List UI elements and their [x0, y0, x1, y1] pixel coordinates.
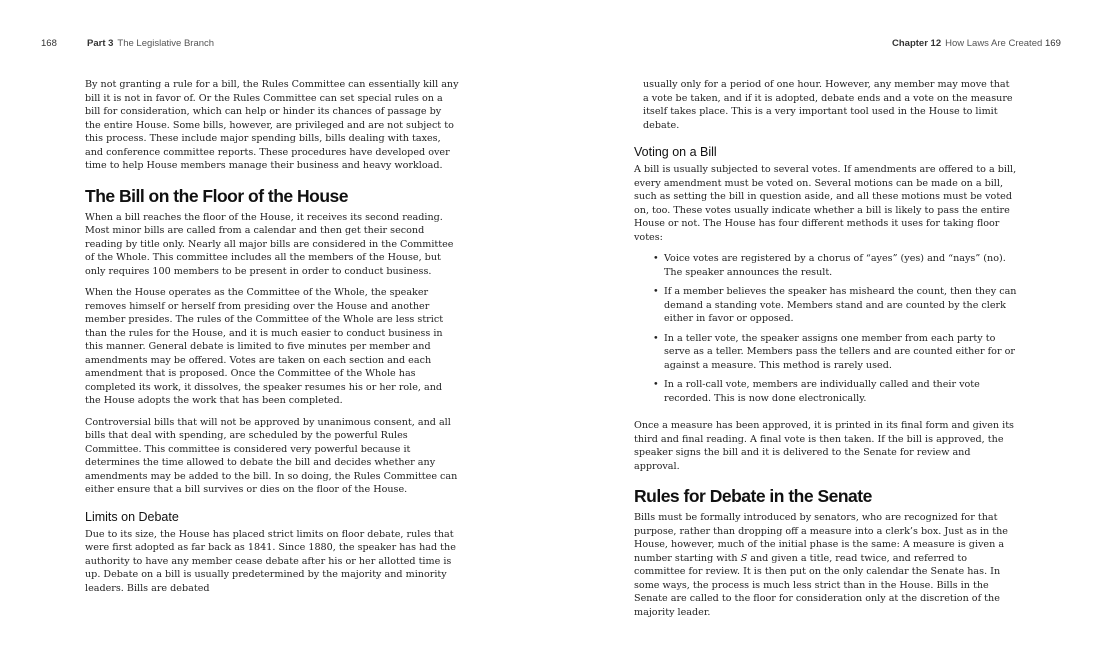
- body-paragraph: Due to its size, the House has placed strict limits on floor debate, rules that were first adopted as far back as 1841. Since 1880, the speaker has had the authority to have any member cease debate after his or her allotted time is up. Debate on a bill is usually predetermined by the majority and minority leaders. Bills are debated: [85, 528, 456, 594]
- senate-text-italic: S: [740, 552, 748, 564]
- voting-methods-list: [634, 252, 1018, 405]
- right-page-body: [634, 78, 1018, 627]
- subsection-heading-limits-on-debate: Limits on Debate: [85, 509, 179, 524]
- running-head-title: The Legislative Branch: [117, 38, 215, 49]
- running-head-title: How Laws Are Created: [945, 38, 1043, 49]
- body-paragraph: When the House operates as the Committee of the Whole, the speaker removes himself or herself from presiding over the House and another member presides. The rules of the Committee of the Whole are less strict than the rules for the House, and it is much easier to conduct business in this manner. General debate is limited to five minutes per member and amendments may be offered. Votes are taken on each section and each amendment that is proposed. Once the Committee of the Whole has completed its work, it dissolves, the speaker resumes his or her role, and the House adopts the work that has been completed.: [85, 287, 444, 406]
- left-page-number: 168: [41, 38, 57, 49]
- body-paragraph: A bill is usually subjected to several votes. If amendments are offered to a bill, every amendment must be voted on. Several motions can be made on a bill, such as setting the bill in question aside, and all these motions must be voted on, too. These votes usually indicate whether a bill is likely to pass the entire House or not. The House has four different methods it uses for taking floor votes:: [634, 164, 1017, 243]
- right-page-number: 169: [1045, 38, 1061, 49]
- running-head-chapter: Chapter 12: [892, 38, 942, 49]
- bullet-icon: •: [653, 332, 659, 344]
- section-heading-floor-of-house: The Bill on the Floor of the House: [85, 185, 348, 206]
- left-running-head: [87, 38, 214, 49]
- senate-text-part: Bills must be formally introduced by senators, who are recognized for that purpose, rather than dropping off a measure into a clerk’s box. Just as in the House, however, much of the initial phase is the same: A measure is given a number starting with: [634, 512, 1008, 564]
- subsection-heading-voting-on-a-bill: Voting on a Bill: [634, 145, 717, 159]
- right-running-head: [892, 38, 1042, 49]
- list-item: [653, 332, 1018, 373]
- senate-text-part: and given a title, read twice, and referred to committee for review. It is then put on the only calendar the Senate has. In some ways, the process is much less strict than in the House. Bills in the Senate are called to the floor for consideration only at the discretion of the majority leader.: [634, 552, 1001, 618]
- list-item-text: In a roll-call vote, members are individually called and their vote recorded. This is now done electronically.: [664, 379, 980, 404]
- list-item-text: In a teller vote, the speaker assigns one member from each party to serve as a teller. Members pass the tellers and are counted either for or against a measure. This method is rarely used.: [664, 332, 1015, 371]
- list-item: [653, 285, 1018, 326]
- section-heading-senate-debate: Rules for Debate in the Senate: [634, 486, 872, 506]
- bullet-icon: •: [653, 286, 659, 297]
- running-head-part: Part 3: [87, 38, 114, 49]
- body-paragraph: Once a measure has been approved, it is printed in its final form and given its third and final reading. A final vote is then taken. If the bill is approved, the speaker signs the bill and it is delivered to the Senate for review and approval.: [634, 420, 1014, 472]
- continued-paragraph: usually only for a period of one hour. However, any member may move that a vote be taken, and if it is adopted, debate ends and a vote on the measure itself takes place. This is a very important tool used in the House to limit debate.: [643, 79, 1013, 131]
- list-item-text: If a member believes the speaker has misheard the count, then they can demand a standing vote. Members stand and are counted by the clerk either in favor or opposed.: [664, 286, 1017, 324]
- left-page-body: [85, 78, 459, 603]
- body-paragraph: When a bill reaches the floor of the House, it receives its second reading. Most minor bills are called from a calendar and then get their second reading by title only. Nearly all major bills are considered in the Committee of the Whole. This committee includes all the members of the House, but only requires 100 members to be present in order to conduct business.: [85, 211, 454, 277]
- right-page: [550, 0, 1100, 657]
- body-paragraph: Controversial bills that will not be approved by unanimous consent, and all bills that deal with spending, are scheduled by the powerful Rules Committee. This committee is considered very powerful because it determines the time allowed to debate the bill and decides whether any amendments may be added to the bill. In so doing, the Rules Committee can either ensure that a bill survives or dies on the floor of the House.: [85, 416, 458, 495]
- list-item: [653, 252, 1018, 279]
- bullet-icon: •: [653, 253, 659, 264]
- list-item: [653, 378, 1018, 405]
- list-item-text: Voice votes are registered by a chorus of “ayes” (yes) and “nays” (no). The speaker announces the result.: [664, 253, 1006, 278]
- intro-paragraph: By not granting a rule for a bill, the Rules Committee can essentially kill any bill it is not in favor of. Or the Rules Committee can set special rules on a bill for consideration, which can help or hinder its chances of passage by the entire House. Some bills, however, are privileged and are not subject to this process. These include major spending bills, bills dealing with taxes, and conference committee reports. These procedures have developed over time to help House members manage their business and heavy workload.: [85, 79, 459, 171]
- bullet-icon: •: [653, 379, 659, 390]
- senate-paragraph: [634, 511, 1018, 619]
